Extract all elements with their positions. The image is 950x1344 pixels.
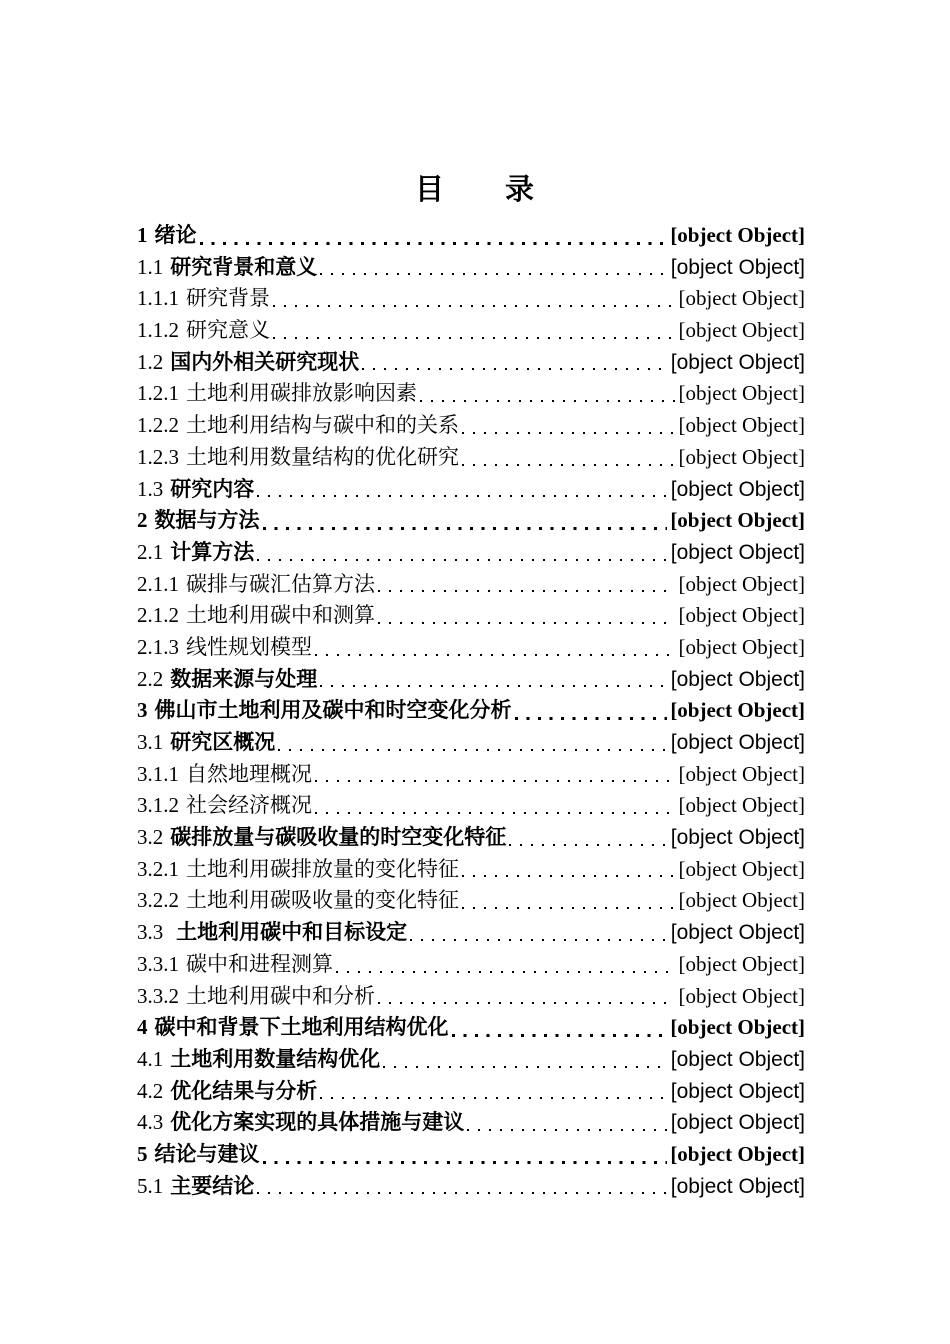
- entry-title: 土地利用数量结构的优化研究: [186, 444, 459, 469]
- leader-dots: [257, 1192, 668, 1194]
- entry-number: 3: [137, 698, 148, 723]
- toc-entry: [137, 442, 805, 474]
- entry-title: 土地利用碳中和目标设定: [170, 921, 408, 945]
- entry-page-number: [object Object]: [678, 761, 805, 786]
- entry-number: 4.1: [137, 1046, 164, 1071]
- entry-title: 碳排与碳汇估算方法: [186, 571, 375, 596]
- entry-page-number: [object Object]: [670, 1141, 805, 1166]
- entry-title: 土地利用结构与碳中和的关系: [186, 413, 459, 438]
- leader-dots: [420, 400, 675, 402]
- toc-entry: [137, 410, 805, 442]
- leader-dots: [462, 907, 675, 909]
- entry-page-number: [object Object]: [670, 698, 805, 723]
- entry-title: 土地利用碳排放影响因素: [186, 381, 417, 406]
- leader-dots: [452, 1034, 668, 1037]
- leader-dots: [467, 1129, 668, 1131]
- entry-number: 4: [137, 1015, 148, 1040]
- entry-title: 国内外相关研究现状: [170, 350, 360, 374]
- leader-dots: [257, 559, 668, 561]
- entry-page-number: [object Object]: [670, 350, 805, 374]
- entry-page-number: [object Object]: [678, 381, 805, 406]
- entry-page-number: [object Object]: [670, 1174, 805, 1198]
- entry-title: 研究意义: [186, 318, 270, 343]
- entry-number: 2.1.1: [137, 571, 179, 596]
- leader-dots: [378, 622, 675, 624]
- leader-dots: [515, 717, 668, 720]
- entry-number: 2.1: [137, 539, 164, 564]
- entry-number: 3.1: [137, 730, 164, 754]
- entry-title: 碳中和背景下土地利用结构优化: [154, 1016, 449, 1040]
- entry-page-number: [object Object]: [678, 603, 805, 628]
- entry-page-number: [object Object]: [670, 255, 805, 279]
- leader-dots: [410, 939, 668, 941]
- entry-page-number: [object Object]: [678, 318, 805, 343]
- entry-title: 佛山市土地利用及碳中和时空变化分析: [154, 699, 512, 723]
- entry-title: 研究背景和意义: [170, 255, 318, 279]
- leader-dots: [315, 654, 675, 656]
- toc-entry: [137, 252, 805, 284]
- entry-number: 3.3.1: [137, 951, 179, 976]
- entry-page-number: [object Object]: [678, 983, 805, 1008]
- toc-entry: [137, 505, 805, 537]
- entry-page-number: [object Object]: [678, 793, 805, 818]
- entry-title: 数据来源与处理: [170, 667, 318, 691]
- leader-dots: [257, 495, 668, 497]
- toc-entry: [137, 695, 805, 727]
- entry-title: 社会经济概况: [186, 793, 312, 818]
- entry-page-number: [object Object]: [678, 413, 805, 438]
- entry-number: 3.2: [137, 825, 164, 850]
- toc-entry: [137, 283, 805, 315]
- toc-entry: [137, 1012, 805, 1044]
- entry-number: 2.1.3: [137, 634, 179, 659]
- entry-page-number: [object Object]: [670, 223, 805, 247]
- entry-page-number: [object Object]: [678, 856, 805, 881]
- toc-entry: [137, 885, 805, 917]
- entry-title: 研究区概况: [170, 731, 276, 754]
- entry-number: 1.2: [137, 349, 164, 374]
- toc-entry: [137, 854, 805, 886]
- toc-entry: [137, 727, 805, 759]
- entry-title: 计算方法: [170, 540, 255, 564]
- toc-list: [137, 220, 805, 1202]
- entry-title: 结论与建议: [154, 1142, 260, 1166]
- entry-number: 2.1.2: [137, 603, 179, 628]
- leader-dots: [362, 368, 668, 370]
- entry-number: 1.2.3: [137, 444, 179, 469]
- toc-entry: [137, 1139, 805, 1171]
- leader-dots: [315, 780, 675, 782]
- toc-entry: [137, 1171, 805, 1203]
- leader-dots: [263, 1161, 668, 1164]
- entry-title: 土地利用碳中和测算: [186, 603, 375, 628]
- entry-number: 3.3.2: [137, 983, 179, 1008]
- entry-page-number: [object Object]: [670, 921, 805, 945]
- entry-number: 4.2: [137, 1078, 164, 1103]
- toc-entry: [137, 569, 805, 601]
- entry-title: 土地利用数量结构优化: [170, 1047, 381, 1071]
- entry-page-number: [object Object]: [678, 571, 805, 596]
- toc-entry: [137, 822, 805, 854]
- entry-title: 优化结果与分析: [170, 1079, 318, 1103]
- entry-page-number: [object Object]: [678, 444, 805, 469]
- entry-number: 4.3: [137, 1110, 164, 1135]
- toc-entry: [137, 378, 805, 410]
- leader-dots: [273, 305, 675, 307]
- entry-title: 绪论: [154, 224, 197, 247]
- leader-dots: [462, 875, 675, 877]
- entry-page-number: [object Object]: [670, 508, 805, 533]
- entry-title: 研究背景: [186, 286, 270, 311]
- entry-title: 碳排放量与碳吸收量的时空变化特征: [170, 826, 507, 850]
- entry-title: 研究内容: [170, 477, 255, 501]
- entry-page-number: [object Object]: [670, 731, 805, 754]
- leader-dots: [462, 432, 675, 434]
- entry-number: 1.1.2: [137, 318, 179, 343]
- entry-number: 5: [137, 1141, 148, 1166]
- entry-number: 1: [137, 223, 148, 247]
- entry-page-number: [object Object]: [670, 1047, 805, 1071]
- entry-number: 3.2.1: [137, 856, 179, 881]
- entry-title: 土地利用碳中和分析: [186, 983, 375, 1008]
- entry-title: 线性规划模型: [186, 634, 312, 659]
- entry-number: 2: [137, 508, 148, 533]
- entry-number: 3.1.2: [137, 793, 179, 818]
- entry-number: 3.1.1: [137, 761, 179, 786]
- toc-entry: [137, 632, 805, 664]
- entry-number: 1.1.1: [137, 286, 179, 311]
- entry-page-number: [object Object]: [670, 1015, 805, 1040]
- entry-page-number: [object Object]: [678, 888, 805, 913]
- leader-dots: [462, 464, 675, 466]
- toc-entry: [137, 1107, 805, 1139]
- entry-page-number: [object Object]: [678, 286, 805, 311]
- entry-page-number: [object Object]: [678, 951, 805, 976]
- entry-number: 5.1: [137, 1173, 164, 1198]
- leader-dots: [278, 749, 668, 751]
- leader-dots: [378, 590, 675, 592]
- entry-number: 3.2.2: [137, 888, 179, 913]
- leader-dots: [383, 1066, 668, 1068]
- toc-entry: [137, 917, 805, 949]
- toc-entry: [137, 347, 805, 379]
- leader-dots: [509, 844, 668, 846]
- entry-title: 优化方案实现的具体措施与建议: [170, 1111, 465, 1135]
- toc-entry: [137, 790, 805, 822]
- entry-title: 土地利用碳吸收量的变化特征: [186, 888, 459, 913]
- leader-dots: [263, 527, 668, 530]
- leader-dots: [320, 1097, 668, 1099]
- toc-entry: [137, 1044, 805, 1076]
- entry-number: 3.3: [137, 920, 164, 945]
- toc-entry: [137, 600, 805, 632]
- leader-dots: [320, 273, 668, 275]
- toc-title: 目 录: [414, 174, 535, 206]
- entry-number: 2.2: [137, 666, 164, 691]
- entry-number: 1.2.2: [137, 413, 179, 438]
- leader-dots: [320, 685, 668, 687]
- entry-number: 1.2.1: [137, 381, 179, 406]
- entry-number: 1.3: [137, 476, 164, 501]
- entry-number: 1.1: [137, 254, 164, 279]
- entry-page-number: [object Object]: [670, 540, 805, 564]
- toc-entry: [137, 949, 805, 981]
- entry-title: 土地利用碳排放量的变化特征: [186, 856, 459, 881]
- toc-entry: [137, 315, 805, 347]
- leader-dots: [378, 1002, 675, 1004]
- toc-entry: [137, 1076, 805, 1108]
- entry-page-number: [object Object]: [670, 826, 805, 850]
- toc-entry: [137, 537, 805, 569]
- leader-dots: [273, 337, 675, 339]
- entry-page-number: [object Object]: [670, 477, 805, 501]
- toc-entry: [137, 220, 805, 252]
- entry-page-number: [object Object]: [670, 667, 805, 691]
- toc-entry: [137, 759, 805, 791]
- entry-title: 碳中和进程测算: [186, 951, 333, 976]
- leader-dots: [315, 812, 675, 814]
- entry-title: 主要结论: [170, 1174, 255, 1198]
- entry-page-number: [object Object]: [670, 1079, 805, 1103]
- entry-page-number: [object Object]: [678, 634, 805, 659]
- entry-title: 自然地理概况: [186, 761, 312, 786]
- toc-entry: [137, 474, 805, 506]
- leader-dots: [200, 242, 668, 245]
- toc-entry: [137, 664, 805, 696]
- entry-page-number: [object Object]: [670, 1111, 805, 1135]
- toc-entry: [137, 981, 805, 1013]
- leader-dots: [336, 971, 675, 973]
- entry-title: 数据与方法: [154, 509, 260, 533]
